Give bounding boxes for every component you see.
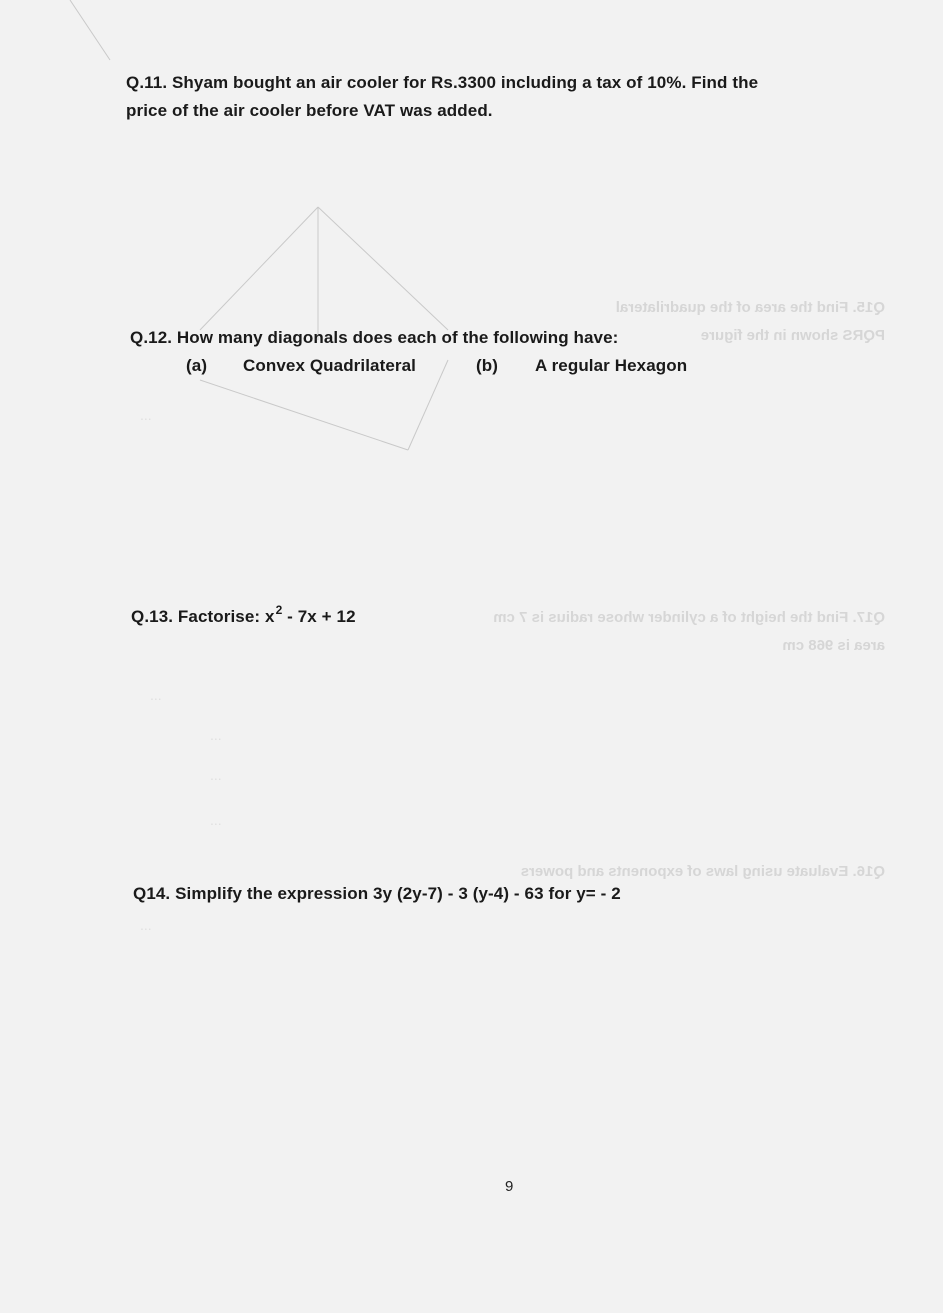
factorise-prefix: Factorise: x <box>177 607 275 626</box>
question-text-line-2: price of the air cooler before VAT was added. <box>126 101 493 120</box>
svg-text:area is 968 cm: area is 968 cm <box>782 637 885 654</box>
question-text-line-1: Shyam bought an air cooler for Rs.3300 including a tax of 10%. Find the <box>171 73 759 92</box>
svg-text:Q16. Evaluate using laws of ex: Q16. Evaluate using laws of exponents and powers <box>520 863 885 880</box>
question-14 <box>133 880 833 908</box>
svg-text:...: ... <box>140 917 152 933</box>
page-number: 9 <box>505 1178 514 1195</box>
question-number: Q14. <box>133 884 171 903</box>
exponent: 2 <box>275 603 283 617</box>
question-number: Q.12. <box>130 328 173 347</box>
svg-text:Q15. Find the area of the quad: Q15. Find the area of the quadrilateral <box>615 299 885 316</box>
svg-text:...: ... <box>210 767 222 783</box>
svg-text:Q17. Find the height of a cyli: Q17. Find the height of a cylinder whose radius is 7 cm <box>493 609 885 626</box>
question-number: Q.13. <box>131 607 174 626</box>
option-b-label: (b) <box>476 356 499 375</box>
option-a-label: (a) <box>186 356 208 375</box>
option-a-text: Convex Quadrilateral <box>243 356 417 375</box>
svg-text:PQRS shown in the figure: PQRS shown in the figure <box>700 327 885 344</box>
svg-text:...: ... <box>140 407 152 423</box>
factorise-suffix: - 7x + 12 <box>282 607 356 626</box>
svg-text:...: ... <box>210 727 222 743</box>
question-text: Simplify the expression 3y (2y-7) - 3 (y-4) - 63 for y= - 2 <box>175 884 621 903</box>
svg-text:...: ... <box>150 687 162 703</box>
option-b-text: A regular Hexagon <box>535 356 688 375</box>
question-number: Q.11. <box>126 73 168 92</box>
question-12 <box>130 324 830 380</box>
question-text: How many diagonals does each of the following have: <box>176 328 619 347</box>
options-row <box>130 352 830 380</box>
question-11 <box>126 69 866 125</box>
question-13 <box>131 603 631 632</box>
svg-text:...: ... <box>210 812 222 828</box>
